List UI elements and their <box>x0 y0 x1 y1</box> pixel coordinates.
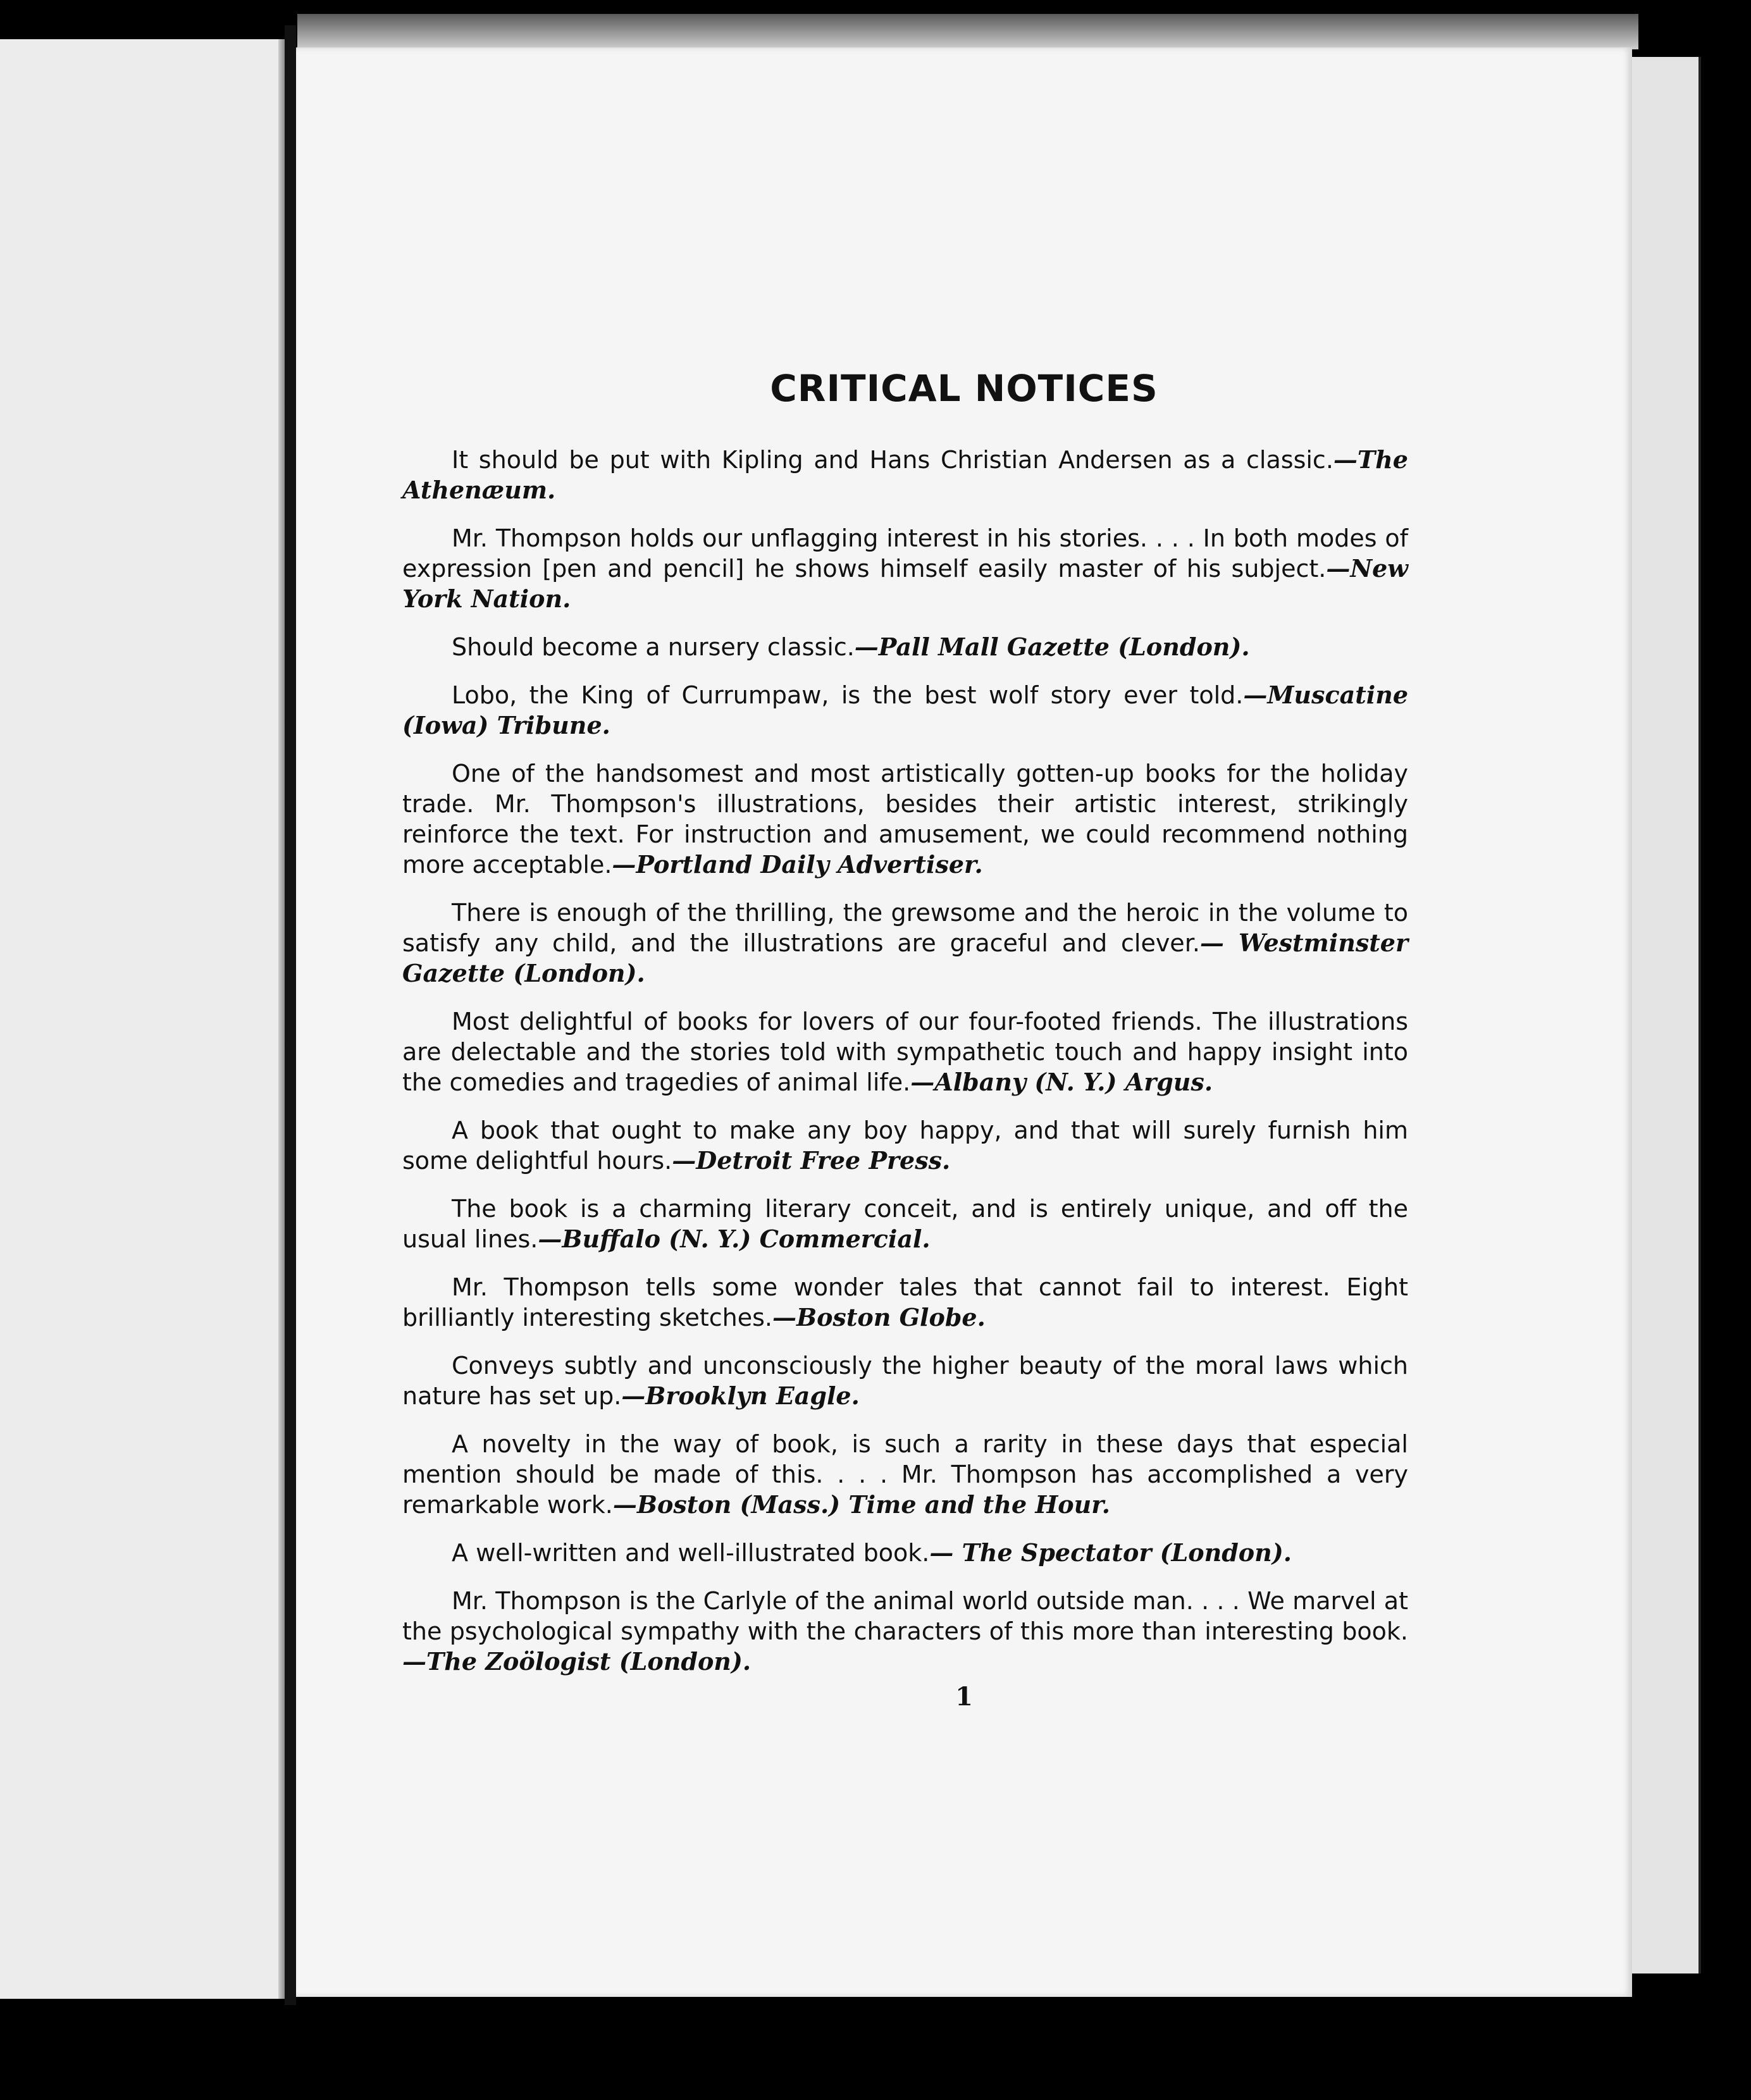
notice-text: There is enough of the thrilling, the grewsome and the heroic in the volume to satisfy any child, and the illustrations are graceful and clever. <box>402 899 1408 957</box>
notice-source: —Detroit Free Press. <box>672 1146 951 1175</box>
notice-source: —The Athenæum. <box>402 445 1408 504</box>
page-number: 1 <box>955 1682 973 1712</box>
notice-paragraph <box>402 898 1408 989</box>
scan-top-edge <box>297 14 1638 49</box>
notice-paragraph <box>402 1429 1408 1520</box>
notice-source: —Boston Globe. <box>772 1303 986 1331</box>
notice-text: A book that ought to make any boy happy, and that will surely furnish him some delightful hours. <box>402 1116 1408 1175</box>
notice-source: —Brooklyn Eagle. <box>621 1381 860 1410</box>
notice-text: The book is a charming literary conceit, and is entirely unique, and off the usual lines. <box>402 1195 1408 1253</box>
notice-source: —The Zoölogist (London). <box>402 1647 752 1676</box>
notice-text: Mr. Thompson holds our unflagging interest in his stories. . . . In both modes of expression [pen and pencil] he shows himself easily master of his subject. <box>402 524 1408 583</box>
notice-source: —Buffalo (N. Y.) Commercial. <box>538 1225 931 1253</box>
document-page <box>296 47 1632 1997</box>
notice-source: —Portland Daily Advertiser. <box>612 850 983 879</box>
notice-text: One of the handsomest and most artistically gotten-up books for the holiday trade. Mr. Thompson's illustrations, besides their artistic interest, strikingly reinforce the text. For instruction and amusement, we could recommend nothing more acceptable. <box>402 760 1408 879</box>
notice-paragraph <box>402 1586 1408 1677</box>
critical-notices-list <box>402 445 1408 1695</box>
notice-paragraph <box>402 1538 1408 1568</box>
notice-paragraph <box>402 1006 1408 1097</box>
notice-text: A well-written and well-illustrated book. <box>452 1539 930 1567</box>
notice-text: It should be put with Kipling and Hans Christian Andersen as a classic. <box>452 446 1333 474</box>
notice-paragraph <box>402 1350 1408 1411</box>
page-heading: CRITICAL NOTICES <box>770 367 1158 410</box>
notice-paragraph <box>402 758 1408 880</box>
notice-paragraph <box>402 445 1408 505</box>
notice-paragraph <box>402 680 1408 741</box>
notice-source: —Pall Mall Gazette (London). <box>854 633 1250 661</box>
notice-paragraph <box>402 523 1408 614</box>
notice-source: —Albany (N. Y.) Argus. <box>910 1068 1213 1096</box>
book-binding <box>285 25 296 2005</box>
notice-paragraph <box>402 632 1408 662</box>
notice-text: A novelty in the way of book, is such a rarity in these days that especial mention should be made of this. . . . Mr. Thompson has accomplished a very remarkable work. <box>402 1430 1408 1519</box>
notice-text: Most delightful of books for lovers of our four-footed friends. The illustrations are delectable and the stories told with sympathetic touch and happy insight into the comedies and tragedies of animal life. <box>402 1008 1408 1096</box>
left-page-gutter <box>278 39 285 1999</box>
notice-source: —New York Nation. <box>402 554 1408 613</box>
notice-paragraph <box>402 1272 1408 1333</box>
notice-source: — Westminster Gazette (London). <box>402 929 1408 987</box>
notice-text: Mr. Thompson is the Carlyle of the animal world outside man. . . . We marvel at the psychological sympathy with the characters of this more than interesting book. <box>402 1587 1408 1645</box>
notice-paragraph <box>402 1115 1408 1176</box>
left-facing-page <box>0 39 287 1999</box>
notice-text: Should become a nursery classic. <box>452 633 855 661</box>
notice-paragraph <box>402 1194 1408 1254</box>
notice-text: Lobo, the King of Currumpaw, is the best wolf story ever told. <box>452 681 1244 709</box>
notice-source: — The Spectator (London). <box>929 1538 1292 1567</box>
notice-source: —Muscatine (Iowa) Tribune. <box>402 681 1408 739</box>
notice-text: Conveys subtly and unconsciously the higher beauty of the moral laws which nature has set up. <box>402 1352 1408 1410</box>
notice-source: —Boston (Mass.) Time and the Hour. <box>612 1490 1110 1519</box>
notice-text: Mr. Thompson tells some wonder tales that cannot fail to interest. Eight brilliantly interesting sketches. <box>402 1273 1408 1331</box>
